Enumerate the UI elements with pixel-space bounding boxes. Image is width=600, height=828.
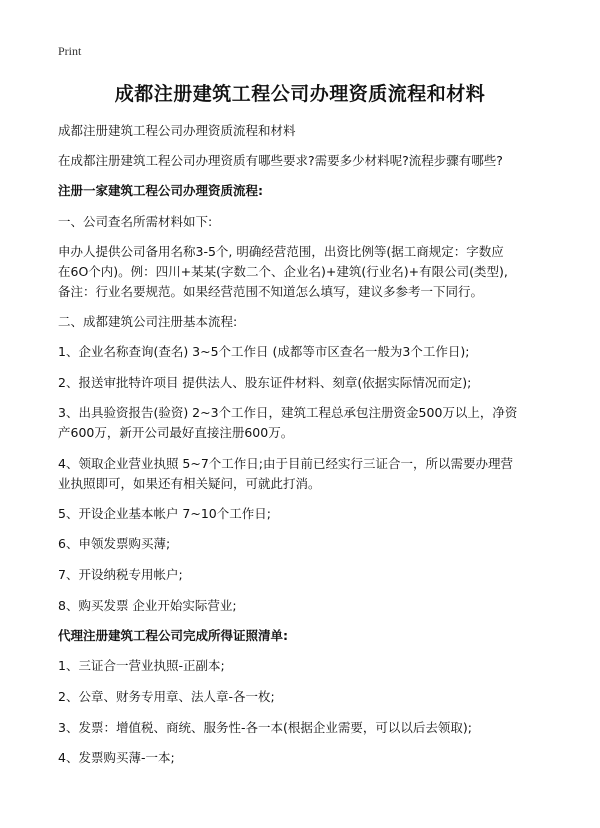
certificate-item-3: 3、发票：增值税、商统、服务性-各一本(根据企业需要，可以以后去领取); xyxy=(58,720,472,735)
body-line: 4、领取企业营业执照 5~7个工作日;由于目前已经实行三证合一，所以需要办理营 xyxy=(58,456,514,471)
certificate-item-1: 1、三证合一营业执照-正副本; xyxy=(58,658,225,673)
body-line: 备注：行业名要规范。如果经营范围不知道怎么填写，建议多参考一下同行。 xyxy=(58,284,484,299)
intro-title-paragraph: 成都注册建筑工程公司办理资质流程和材料 xyxy=(58,123,296,138)
subheading-basic-process: 二、成都建筑公司注册基本流程: xyxy=(58,314,238,329)
step-8: 8、购买发票 企业开始实际营业; xyxy=(58,598,237,613)
body-line: 产600万，新开公司最好直接注册600万。 xyxy=(58,425,294,440)
step-4 xyxy=(58,454,558,494)
certificate-item-2: 2、公章、财务专用章、法人章-各一枚; xyxy=(58,689,275,704)
body-line: 在6O个内)。例：四川+某某(字数二个、企业名)+建筑(行业名)+有限公司(类型), xyxy=(58,264,508,279)
print-link[interactable]: Print xyxy=(58,44,82,58)
step-5: 5、开设企业基本帐户 7~10个工作日; xyxy=(58,506,271,521)
section-heading-registration-process: 注册一家建筑工程公司办理资质流程: xyxy=(58,183,263,198)
section-heading-certificate-list: 代理注册建筑工程公司完成所得证照清单: xyxy=(58,628,288,643)
name-check-materials-body xyxy=(58,242,558,302)
body-line: 业执照即可，如果还有相关疑问，可就此打消。 xyxy=(58,476,321,491)
step-6: 6、申领发票购买薄; xyxy=(58,536,171,551)
step-2: 2、报送审批特许项目 提供法人、股东证件材料、刻章(依据实际情况而定); xyxy=(58,375,472,390)
step-1: 1、企业名称查询(查名) 3~5个工作日 (成都等市区查名一般为3个工作日); xyxy=(58,344,470,359)
body-line: 3、出具验资报告(验资) 2~3个工作日，建筑工程总承包注册资金500万以上，净资 xyxy=(58,405,518,420)
step-3 xyxy=(58,403,558,443)
step-7: 7、开设纳税专用帐户; xyxy=(58,567,183,582)
body-line: 申办人提供公司备用名称3-5个, 明确经营范围，出资比例等(据工商规定：字数应 xyxy=(58,244,504,259)
intro-question-paragraph: 在成都注册建筑工程公司办理资质有哪些要求?需要多少材料呢?流程步骤有哪些? xyxy=(58,153,503,168)
certificate-item-4: 4、发票购买薄-一本; xyxy=(58,750,175,765)
page-title: 成都注册建筑工程公司办理资质流程和材料 xyxy=(114,83,486,105)
subheading-name-check-materials: 一、公司查名所需材料如下: xyxy=(58,214,213,229)
